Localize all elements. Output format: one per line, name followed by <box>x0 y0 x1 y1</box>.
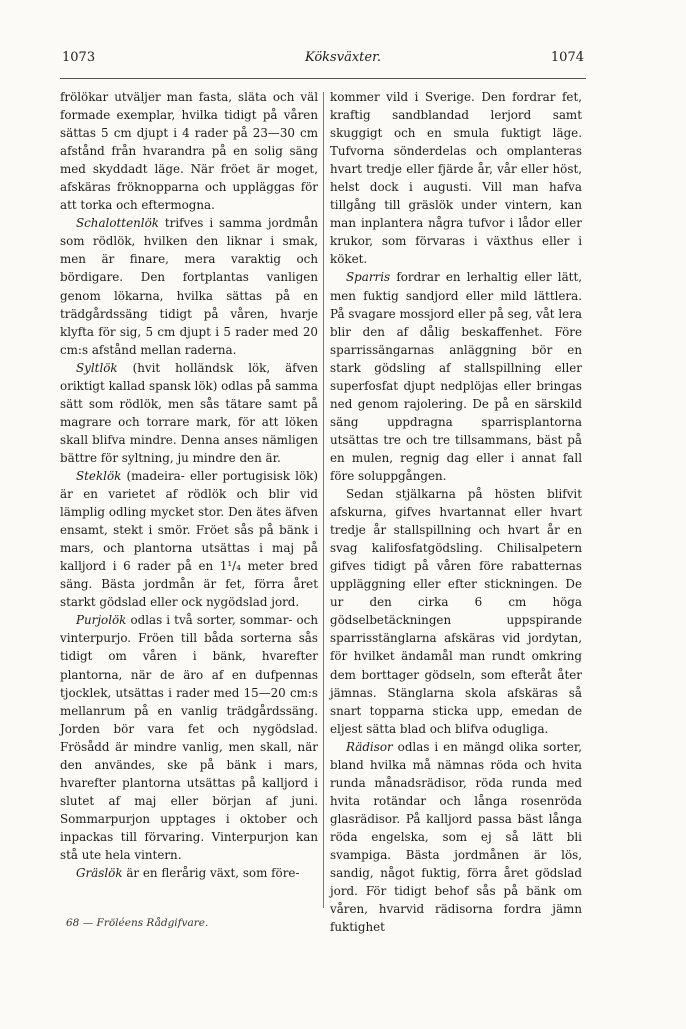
paragraph-text: (hvit holländsk lök, äfven oriktigt kallad spansk lök) odlas på samma sätt som rödlök, men sås tätare samt på magrare och torrare mark, för att löken skall blifva mindre. Denna anses nämligen bättre för syltning, ju mindre den är. <box>60 360 318 465</box>
paragraph-text: (madeira- eller portugisisk lök) är en varietet af rödlök och blir vid lämplig odling mycket stor. Den ätes äfven ensamt, stekt i smör. Fröet sås på bänk i mars, och plantorna utsättas i maj på kalljord i 6 rader på en 1¹/₄ meter bred säng. Bästa jordmån är fet, förra året starkt gödslad eller ock nygödslad jord. <box>60 468 318 610</box>
paragraph <box>60 611 318 864</box>
plant-term: Steklök <box>76 468 122 483</box>
paragraph <box>330 738 582 937</box>
paragraph-text: odlas i en mängd olika sorter, bland hvilka må nämnas röda och hvita runda månadsrädisor, röda runda med hvita rotändar och långa rosenröda glasrädisor. På kalljord passa bäst långa röda engelska, som ej så lätt bli svampiga. Bästa jordmånen är lös, sandig, något fuktig, förra året gödslad jord. För tidigt behof sås på bänk om våren, hvarvid rädisorna fordra jämn fuktighet <box>330 739 582 935</box>
plant-term: Syltlök <box>76 360 118 375</box>
paragraph <box>60 864 318 882</box>
footer-signature: 68 — Fröléens Rådgifvare. <box>66 917 209 929</box>
paragraph-text: är en flerårig växt, som före- <box>122 866 300 881</box>
header-rule <box>60 78 586 79</box>
paragraph <box>60 467 318 611</box>
paragraph-text: fordrar en lerhaltig eller lätt, men fuktig sandjord eller mild lättlera. På svagare mossjord eller på seg, våt lera blir den af dålig beskaffenhet. Före sparrissängarnas anläggning bör en stark gödsling af stallspillning eller superfosfat djupt nedplöjas eller bringas ned genom rajolering. De på en särskild säng uppdragna sparrisplantorna utsättas tre och tre tillsammans, bäst på en mulen, regnig dag eller i annat fall före soluppgången. <box>330 270 582 483</box>
plant-term: Sparris <box>346 270 391 285</box>
right-column <box>330 88 582 936</box>
paragraph-text: frölökar utväljer man fasta, släta och väl formade exemplar, hvilka tidigt på våren sättas 5 cm djupt i 4 rader på 23—30 cm afstånd från hvarandra på en solig säng med skyddadt läge. När fröet är moget, afskäras fröknopparna och uppläggas för att torka och eftermogna. <box>60 90 318 213</box>
paragraph <box>60 214 318 358</box>
page-number-right: 1074 <box>550 50 584 65</box>
column-divider <box>323 92 324 908</box>
paragraph-text: kommer vild i Sverige. Den fordrar fet, kraftig sandblandad lerjord samt skuggigt och en smula fuktigt läge. Tufvorna sönderdelas och omplanteras hvart tredje eller fjärde år, vår eller höst, helst dock i augusti. Vill man hafva tillgång till gräslök under vintern, kan man inplantera några tufvor i lådor eller krukor, som förvaras i växthus eller i köket. <box>330 90 582 267</box>
paragraph <box>60 359 318 467</box>
paragraph-text: Sedan stjälkarna på hösten blifvit afskurna, gifves hvartannat eller hvart tredje år stallspillning och hvart år en svag kalifosfatgödsling. Chilisalpetern gifves tidigt på våren före rabatternas uppläggning eller efter stickningen. De ur den cirka 6 cm höga gödselbetäckningen uppspirande sparrisstänglarna afskäras vid jordytan, för hvilket ändamål man rundt omkring dem borttager gödseln, som efteråt åter jämnas. Stänglarna skola afskäras så snart topparna sticka upp, emedan de eljest sätta blad och blifva odugliga. <box>330 487 582 736</box>
paragraph <box>330 88 582 268</box>
plant-term: Gräslök <box>76 866 123 881</box>
page-number-left: 1073 <box>62 50 96 65</box>
left-column <box>60 88 318 882</box>
paragraph-text: odlas i två sorter, sommar- och vinterpurjo. Fröen till båda sorterna sås tidigt om våren i bänk, hvarefter plantorna, när de äro af en dufpennas tjocklek, utsättas i rader med 15—20 cm:s mellanrum på en vanlig trädgårdssäng. Jorden bör vara fet och nygödslad. Frösådd är mindre vanlig, men skall, när den användes, ske på bänk i mars, hvarefter plantorna utsättas på kalljord i slutet af maj eller början af juni. Sommarpurjon upptages i oktober och inpackas till förvaring. Vinterpurjon kan stå ute hela vintern. <box>60 613 318 862</box>
paragraph <box>60 88 318 214</box>
plant-term: Rädisor <box>346 739 393 754</box>
running-title: Köksväxter. <box>304 50 381 65</box>
paragraph <box>330 485 582 738</box>
paragraph <box>330 268 582 485</box>
plant-term: Schalottenlök <box>76 216 159 231</box>
plant-term: Purjolök <box>76 613 127 628</box>
paragraph-text: trifves i samma jordmån som rödlök, hvilken den liknar i smak, men är finare, mera varaktig och bördigare. Den fortplantas vanligen genom lökarna, hvilka sättas på en trädgårdssäng tidigt på våren, hvarje klyfta för sig, 5 cm djupt i 5 rader med 20 cm:s afstånd mellan raderna. <box>60 216 318 357</box>
